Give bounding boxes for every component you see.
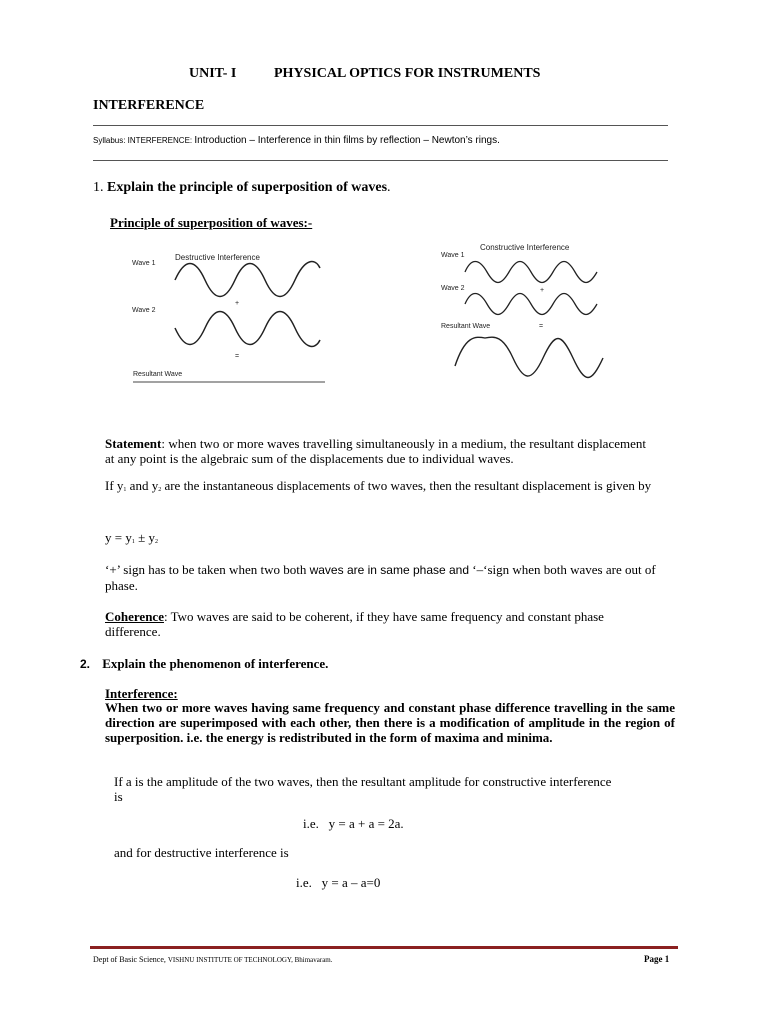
constructive-plus: + xyxy=(540,287,545,294)
eq-b: ± y xyxy=(134,530,155,545)
constructive-wave2-label: Wave 2 xyxy=(441,285,465,292)
destructive-plus: + xyxy=(235,300,240,307)
if-text-b: and y xyxy=(126,478,159,493)
page-title: PHYSICAL OPTICS FOR INSTRUMENTS xyxy=(274,66,541,81)
coherence-paragraph xyxy=(105,609,660,639)
destructive-equation: i.e. y = a – a=0 xyxy=(296,875,381,890)
coherence-text: : Two waves are said to be coherent, if they have same frequency and constant phase difference. xyxy=(105,609,604,639)
sign-text-b: waves are in same phase and xyxy=(309,563,470,577)
question-1: 1. Explain the principle of superposition of waves. xyxy=(93,180,391,195)
statement-text: : when two or more waves travelling simultaneously in a medium, the resultant displacement at any point is the algebraic sum of the displacements due to individual waves. xyxy=(105,436,646,466)
amplitude-paragraph: If a is the amplitude of the two waves, then the resultant amplitude for constructive interference is xyxy=(114,774,612,804)
destructive-wave1 xyxy=(175,262,320,297)
principle-heading: Principle of superposition of waves:- xyxy=(110,215,313,230)
if-sub-2: 2 xyxy=(158,487,162,493)
constructive-wave1 xyxy=(465,262,597,283)
question-1-number: 1. xyxy=(93,180,104,195)
constructive-wave2 xyxy=(465,294,597,315)
coherence-label: Coherence xyxy=(105,609,164,624)
eq-sub-1: 1 xyxy=(131,539,135,545)
displacement-paragraph xyxy=(105,478,665,498)
interference-definition: When two or more waves having same frequency and constant phase difference travelling in the same direction are superimposed with each other, then there is a modification of amplitude in the region of superposition. i.e. the energy is redistributed in the form of maxima and minima. xyxy=(105,700,675,745)
constructive-resultant-label: Resultant Wave xyxy=(441,323,491,330)
unit-label: UNIT- I xyxy=(189,66,237,81)
footer-text xyxy=(93,955,333,965)
destructive-equals: = xyxy=(235,353,240,360)
constructive-figure-title: Constructive Interference xyxy=(480,243,570,252)
destructive-resultant-label: Resultant Wave xyxy=(133,371,183,378)
divider-bottom xyxy=(93,160,668,161)
if-text-a: If y xyxy=(105,478,124,493)
question-2-number: 2. xyxy=(80,657,91,671)
section-title: INTERFERENCE xyxy=(93,98,205,113)
syllabus-label: Syllabus: INTERFERENCE: xyxy=(93,136,195,145)
question-1-text: Explain the principle of superposition of waves xyxy=(107,180,388,195)
interference-heading: Interference: xyxy=(105,686,178,701)
question-2 xyxy=(80,656,328,672)
destructive-figure-title: Destructive Interference xyxy=(175,253,260,262)
destructive-interference-figure xyxy=(125,248,330,388)
eq-a: y = y xyxy=(105,530,132,545)
syllabus-text: Introduction – Interference in thin films by reflection – Newton’s rings. xyxy=(194,135,500,146)
superposition-equation xyxy=(105,530,158,550)
destructive-wave2 xyxy=(175,312,320,347)
constructive-equals: = xyxy=(539,323,544,330)
eq-sub-2: 2 xyxy=(154,539,158,545)
destructive-wave1-label: Wave 1 xyxy=(132,260,156,267)
constructive-equation: i.e. y = a + a = 2a. xyxy=(303,816,404,831)
divider-top xyxy=(93,125,668,126)
statement-label: Statement xyxy=(105,436,162,451)
question-2-text: Explain the phenomenon of interference. xyxy=(102,656,329,671)
syllabus-line xyxy=(93,134,500,148)
statement-paragraph xyxy=(105,436,646,466)
footer-dept: Dept of Basic Science, xyxy=(93,955,168,964)
sign-paragraph xyxy=(105,562,660,593)
destructive-paragraph: and for destructive interference is xyxy=(114,845,289,860)
constructive-interference-figure xyxy=(435,238,615,393)
if-sub-1: 1 xyxy=(123,487,127,493)
sign-text-a: ‘+’ sign has to be taken when two both xyxy=(105,562,310,577)
constructive-wave1-label: Wave 1 xyxy=(441,252,465,259)
sign-text-c: ‘–‘sign when both waves are out of phase. xyxy=(105,562,656,593)
constructive-resultant-wave xyxy=(455,337,603,377)
destructive-wave2-label: Wave 2 xyxy=(132,307,156,314)
footer-rule xyxy=(90,946,678,949)
footer-institute: VISHNU INSTITUTE OF TECHNOLOGY, Bhimavaram. xyxy=(167,956,333,964)
if-text-c: are the instantaneous displacements of two waves, then the resultant displacement is given by xyxy=(161,478,652,493)
page-number: Page 1 xyxy=(644,954,670,964)
